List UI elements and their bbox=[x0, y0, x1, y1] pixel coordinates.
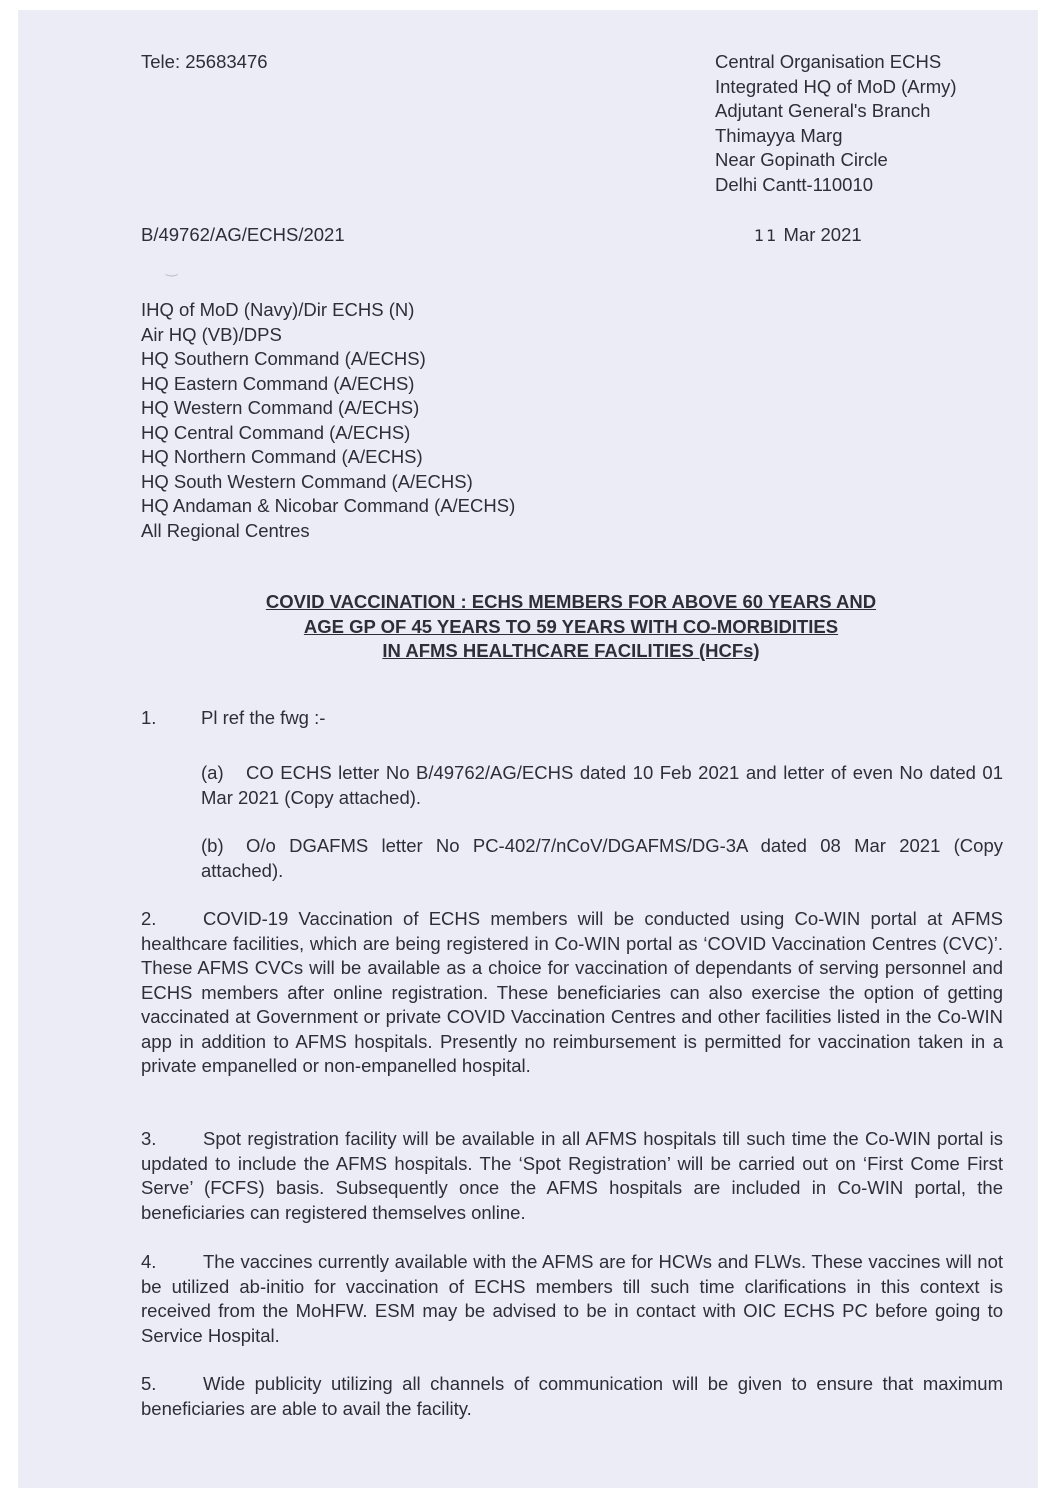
recipient: IHQ of MoD (Navy)/Dir ECHS (N) bbox=[141, 299, 415, 320]
scan-mark: ‿ bbox=[166, 260, 178, 276]
subject-line: IN AFMS HEALTHCARE FACILITIES (HCFs) bbox=[382, 640, 760, 661]
paragraph-number: 4. bbox=[141, 1251, 157, 1272]
paragraph-text: Wide publicity utilizing all channels of communication will be given to ensure that maximum beneficiaries are able to avail the facility. bbox=[141, 1373, 1003, 1419]
paragraph-text: The vaccines currently available with the AFMS are for HCWs and FLWs. These vaccines will not be utilized ab-initio for vaccination of ECHS members till such time clarifications in this context is received from the MoHFW. ESM may be advised to be in contact with OIC ECHS PC before going to Service Hospital. bbox=[141, 1251, 1003, 1346]
telephone-line bbox=[141, 50, 268, 75]
address-line: Near Gopinath Circle bbox=[715, 149, 888, 170]
paragraph-2 bbox=[141, 907, 1003, 1079]
paragraph-3 bbox=[141, 1127, 1003, 1225]
subject-line: AGE GP OF 45 YEARS TO 59 YEARS WITH CO-MORBIDITIES bbox=[303, 615, 839, 637]
reference-label: (b) bbox=[201, 835, 224, 856]
recipient: HQ Central Command (A/ECHS) bbox=[141, 421, 411, 443]
paragraph-5 bbox=[141, 1372, 1003, 1421]
subject-heading bbox=[141, 590, 1001, 664]
paragraph-1 bbox=[141, 707, 325, 729]
address-line: Integrated HQ of MoD (Army) bbox=[715, 75, 957, 97]
recipient: HQ Andaman & Nicobar Command (A/ECHS) bbox=[141, 495, 516, 516]
reference-text: CO ECHS letter No B/49762/AG/ECHS dated 10 Feb 2021 and letter of even No dated 01 Mar 2021 (Copy attached). bbox=[201, 762, 1003, 808]
recipient: All Regional Centres bbox=[141, 519, 310, 541]
reference-a bbox=[201, 761, 1003, 810]
reference-b bbox=[201, 834, 1003, 883]
paragraph-text: COVID-19 Vaccination of ECHS members will be conducted using Co-WIN portal at AFMS healthcare facilities, which are being registered in Co-WIN portal as ‘COVID Vaccination Centres (CVC)’. These AFMS CVCs will be available as a choice for vaccination of dependants of serving personnel and ECHS members after online registration. These beneficiaries can also exercise the option of getting vaccinated at Government or private COVID Vaccination Centres and other facilities listed in the Co-WIN app in addition to AFMS hospitals. Presently no reimbursement is permitted for vaccination taken in a private empanelled or non-empanelled hospital. bbox=[141, 908, 1003, 1076]
tele-number: 25683476 bbox=[185, 51, 268, 72]
recipient: HQ Northern Command (A/ECHS) bbox=[141, 446, 423, 467]
paragraph-4 bbox=[141, 1250, 1003, 1348]
subject-line: COVID VACCINATION : ECHS MEMBERS FOR ABOVE 60 YEARS AND bbox=[265, 591, 877, 612]
paragraph-number: 5. bbox=[141, 1373, 157, 1394]
recipient: HQ Eastern Command (A/ECHS) bbox=[141, 372, 415, 394]
address-line: Adjutant General's Branch bbox=[715, 100, 931, 121]
recipient: HQ Southern Command (A/ECHS) bbox=[141, 348, 426, 369]
tele-label: Tele: bbox=[141, 51, 181, 72]
address-line: Thimayya Marg bbox=[715, 124, 843, 146]
reference-label: (a) bbox=[201, 762, 224, 783]
address-line: Central Organisation ECHS bbox=[715, 51, 942, 72]
recipient: HQ Western Command (A/ECHS) bbox=[141, 397, 420, 418]
date-day: 11 bbox=[754, 226, 779, 245]
letter-date bbox=[754, 223, 862, 249]
letter-page bbox=[18, 10, 1038, 1488]
recipient: HQ South Western Command (A/ECHS) bbox=[141, 470, 473, 492]
paragraph-number: 2. bbox=[141, 908, 157, 929]
reference-number: B/49762/AG/ECHS/2021 bbox=[141, 224, 345, 245]
paragraph-number: 3. bbox=[141, 1128, 157, 1149]
address-line: Delhi Cantt-110010 bbox=[715, 173, 874, 195]
date-month-year: Mar 2021 bbox=[783, 224, 862, 245]
recipients-list bbox=[141, 298, 515, 543]
paragraph-text: Pl ref the fwg :- bbox=[201, 707, 326, 728]
sender-address bbox=[715, 50, 957, 197]
recipient: Air HQ (VB)/DPS bbox=[141, 323, 282, 345]
reference-text: O/o DGAFMS letter No PC-402/7/nCoV/DGAFMS/DG-3A dated 08 Mar 2021 (Copy attached). bbox=[201, 835, 1003, 881]
paragraph-text: Spot registration facility will be available in all AFMS hospitals till such time the Co-WIN portal is updated to include the AFMS hospitals. The ‘Spot Registration’ will be carried out on ‘First Come First Serve’ (FCFS) basis. Subsequently once the AFMS hospitals are included in Co-WIN portal, the beneficiaries can registered themselves online. bbox=[141, 1128, 1003, 1223]
paragraph-number: 1. bbox=[141, 707, 157, 728]
